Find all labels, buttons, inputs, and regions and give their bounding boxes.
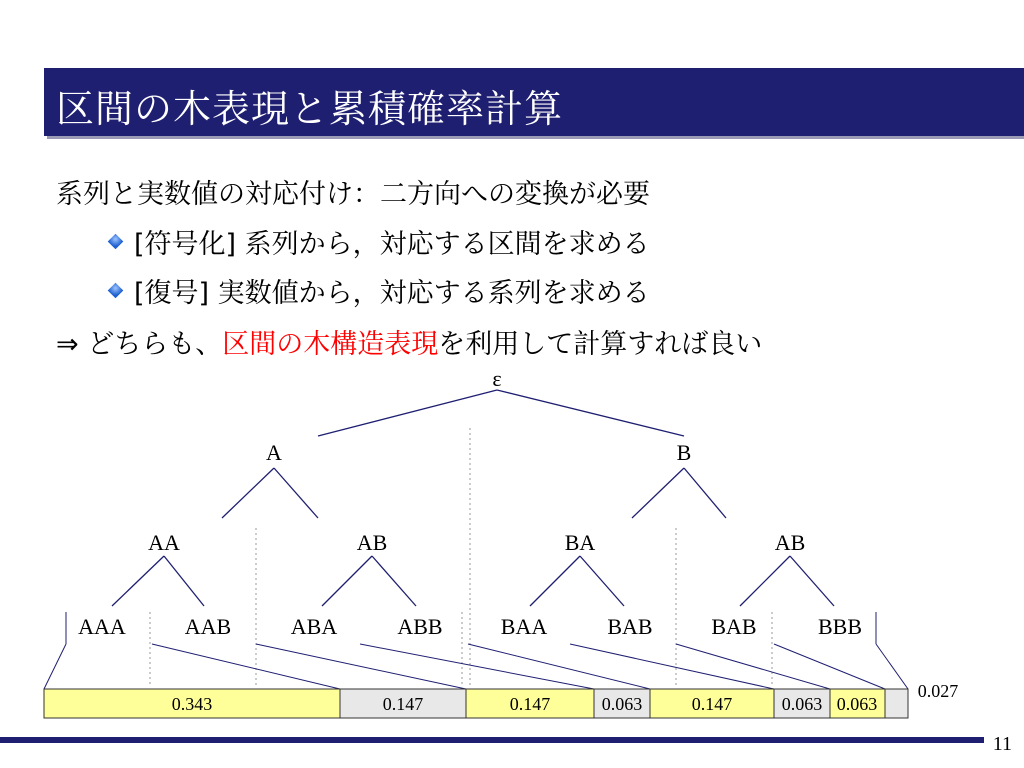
- edge-ab-aba: [322, 556, 372, 606]
- slide-title: 区間の木表現と累積確率計算: [56, 87, 564, 131]
- segment-label: 0.343: [171, 694, 213, 714]
- edge-ba-bab: [580, 556, 624, 606]
- leaf-baa: BAA: [500, 614, 548, 639]
- dotted-separators: [150, 428, 772, 686]
- leaf-connectors: [44, 612, 908, 689]
- node-root: ε: [492, 366, 502, 391]
- edge-ab-abb: [372, 556, 416, 606]
- edge-ba-baa: [530, 556, 580, 606]
- segment-label: 0.063: [781, 694, 823, 714]
- leaf-bab-2: BAB: [711, 614, 757, 639]
- intro-text: 系列と実数値の対応付け：二方向への変換が必要: [56, 179, 650, 210]
- leaf-aab: AAB: [184, 614, 232, 639]
- leaf-aba: ABA: [290, 614, 338, 639]
- edge-a-aa: [222, 468, 274, 518]
- footer-bar: [0, 737, 984, 743]
- leaf-bbb: BBB: [817, 614, 863, 639]
- edge-aa-aab: [164, 556, 204, 606]
- segment-label: 0.147: [509, 694, 551, 714]
- node-ba: BA: [564, 530, 596, 555]
- node-aa: AA: [148, 530, 180, 555]
- edge-root-b: [497, 390, 684, 436]
- node-a: A: [266, 440, 282, 465]
- tree-edges: [112, 390, 834, 606]
- segment-label: 0.063: [601, 694, 643, 714]
- edge-b-bb: [684, 468, 726, 518]
- segment-label-outside: 0.027: [917, 681, 959, 701]
- conclusion-suffix: を利用して計算すれば良い: [438, 329, 763, 360]
- edge-a-ab: [274, 468, 318, 518]
- bullet-decode-tag: [復号]: [134, 278, 210, 309]
- edge-bb-bab: [740, 556, 790, 606]
- node-ab: AB: [356, 530, 388, 555]
- conclusion-highlight: 区間の木構造表現: [222, 329, 439, 360]
- segment-label: 0.147: [382, 694, 424, 714]
- segment-label: 0.147: [691, 694, 733, 714]
- leaf-bab: BAB: [607, 614, 653, 639]
- node-b: B: [676, 440, 692, 465]
- edge-bb-bbb: [790, 556, 834, 606]
- conclusion-prefix: ⇒ どちらも、: [56, 329, 223, 360]
- page-number: 11: [992, 733, 1012, 755]
- bullet-encode-tag: [符号化]: [134, 229, 237, 260]
- interval-segment: [885, 689, 908, 718]
- edge-aa-aaa: [112, 556, 164, 606]
- leaf-aaa: AAA: [78, 614, 126, 639]
- node-bb: AB: [774, 530, 806, 555]
- bullet-encode-text: 系列から，対応する区間を求める: [244, 229, 650, 260]
- bullet-decode-text: 実数値から，対応する系列を求める: [217, 278, 650, 309]
- edge-b-ba: [632, 468, 684, 518]
- leaf-abb: ABB: [397, 614, 443, 639]
- segment-label: 0.063: [836, 694, 878, 714]
